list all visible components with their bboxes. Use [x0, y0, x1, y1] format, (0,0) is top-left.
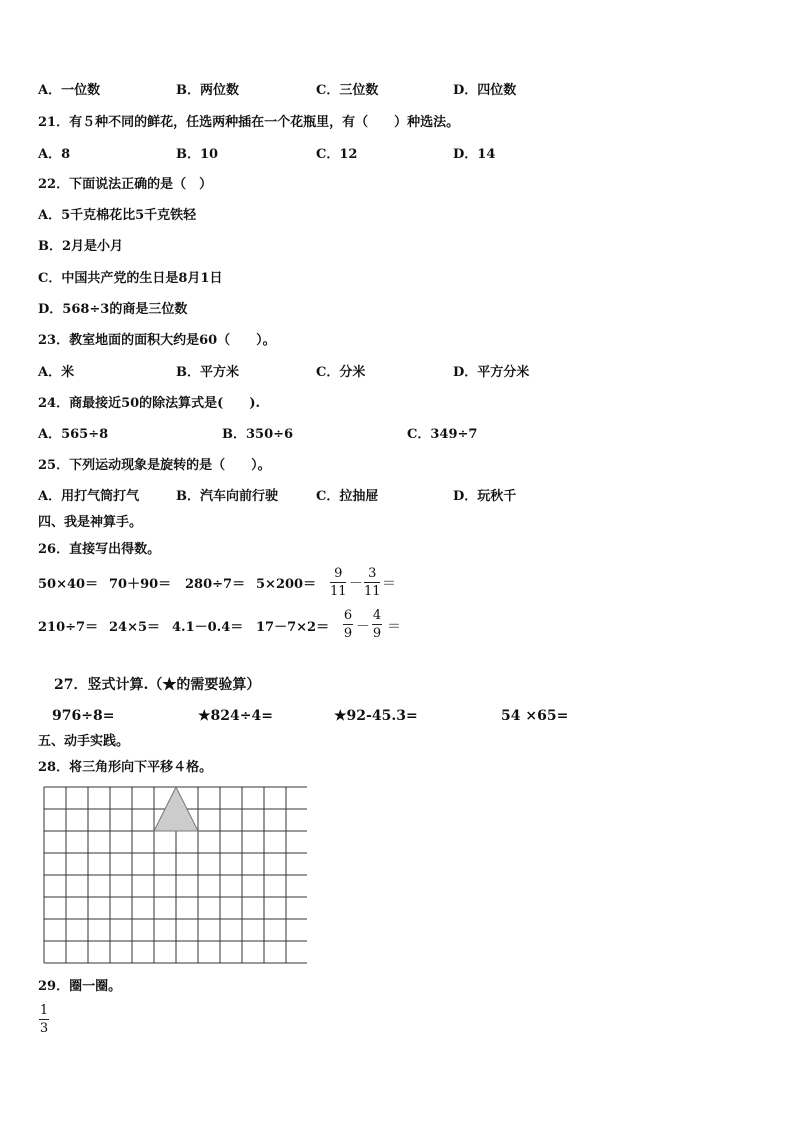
fraction-denominator: 9: [343, 626, 353, 641]
fraction-numerator: 6: [343, 608, 353, 623]
q27-item-3: ★92-45.3=: [334, 708, 418, 724]
fraction-bar: [343, 624, 353, 625]
q28-stem: 28．将三角形向下平移４格。: [38, 760, 213, 775]
fraction-bar: [39, 1019, 49, 1020]
q26-fraction-3-11: [364, 566, 381, 599]
q26-fraction-4-9: [372, 608, 382, 641]
q26-stem: 26．直接写出得数。: [38, 542, 161, 557]
q21-option-c[interactable]: C．12: [316, 147, 358, 162]
q24-option-a[interactable]: A．565÷8: [38, 427, 109, 442]
q23-option-a[interactable]: A．米: [38, 365, 75, 380]
translation-grid[interactable]: [43, 786, 307, 968]
q20-option-a[interactable]: A．一位数: [38, 83, 101, 98]
q27-item-4: 54 ×65=: [501, 708, 569, 724]
q26-fraction-9-11: [330, 566, 347, 599]
q25-option-a[interactable]: A．用打气筒打气: [38, 489, 140, 504]
q20-option-c[interactable]: C．三位数: [316, 83, 379, 98]
q26-expr-7: 4.1－0.4＝: [172, 620, 244, 635]
fraction-numerator: 9: [334, 566, 343, 581]
q29-fraction-1-3: [39, 1003, 49, 1036]
fraction-numerator: 3: [368, 566, 377, 581]
q26-expr-8: 17－7×2＝: [256, 620, 330, 635]
q22-stem: 22．下面说法正确的是（ ）: [38, 177, 213, 192]
fraction-denominator: 11: [364, 584, 381, 599]
q24-option-c[interactable]: C．349÷7: [407, 427, 478, 442]
q22-option-c[interactable]: C．中国共产党的生日是8月1日: [38, 271, 223, 286]
fraction-numerator: 1: [39, 1003, 49, 1018]
q22-option-b[interactable]: B．2月是小月: [38, 239, 124, 254]
q27-stem: 27．竖式计算.（★的需要验算）: [54, 677, 261, 693]
minus-sign: －: [356, 619, 370, 635]
q24-stem: 24．商最接近50的除法算式是( ).: [38, 396, 261, 411]
fraction-bar: [330, 582, 346, 583]
q23-stem: 23．教室地面的面积大约是60（ ）。: [38, 333, 276, 348]
q29-stem: 29．圈一圈。: [38, 979, 122, 994]
q25-option-c[interactable]: C．拉抽屉: [316, 489, 379, 504]
q27-item-1: 976÷8=: [52, 708, 115, 724]
fraction-bar: [364, 582, 380, 583]
q23-option-b[interactable]: B．平方米: [176, 365, 239, 380]
q25-option-d[interactable]: D．玩秋千: [453, 489, 517, 504]
fraction-denominator: 9: [372, 626, 382, 641]
fraction-denominator: 3: [39, 1021, 49, 1036]
fraction-denominator: 11: [330, 584, 347, 599]
q26-expr-5: 210÷7＝: [38, 620, 99, 635]
section-5-heading: 五、动手实践。: [38, 734, 130, 749]
q25-stem: 25．下列运动现象是旋转的是（ ）。: [38, 458, 271, 473]
fraction-bar: [372, 624, 382, 625]
q26-fraction-6-9: [343, 608, 353, 641]
q21-stem: 21．有５种不同的鲜花，任选两种插在一个花瓶里，有（ ）种选法。: [38, 115, 460, 130]
q24-option-b[interactable]: B．350÷6: [222, 427, 294, 442]
q26-expr-1: 50×40＝: [38, 577, 99, 592]
minus-sign: －: [349, 576, 363, 592]
q26-expr-2: 70＋90＝: [109, 577, 172, 592]
section-4-heading: 四、我是神算手。: [38, 515, 143, 530]
q27-item-2: ★824÷4=: [198, 708, 273, 724]
q26-expr-4: 5×200＝: [256, 577, 317, 592]
q22-option-a[interactable]: A．5千克棉花比5千克铁轻: [38, 208, 197, 223]
q23-option-c[interactable]: C．分米: [316, 365, 366, 380]
q21-option-b[interactable]: B．10: [176, 147, 219, 162]
q21-option-d[interactable]: D．14: [453, 147, 496, 162]
q26-expr-3: 280÷7＝: [185, 577, 246, 592]
equals-sign: ＝: [387, 619, 401, 635]
q26-expr-6: 24×5＝: [109, 620, 161, 635]
equals-sign: ＝: [382, 576, 396, 592]
q20-option-d[interactable]: D．四位数: [453, 83, 517, 98]
q23-option-d[interactable]: D．平方分米: [453, 365, 530, 380]
q22-option-d[interactable]: D．568÷3的商是三位数: [38, 302, 188, 317]
q21-option-a[interactable]: A．8: [38, 147, 71, 162]
q20-option-b[interactable]: B．两位数: [176, 83, 239, 98]
fraction-numerator: 4: [372, 608, 382, 623]
q25-option-b[interactable]: B．汽车向前行驶: [176, 489, 278, 504]
